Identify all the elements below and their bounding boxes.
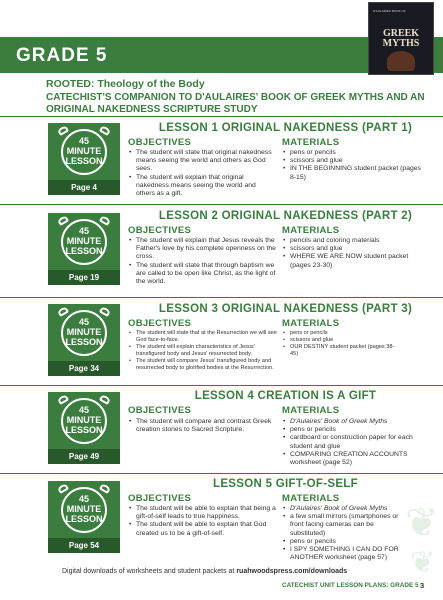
materials-heading: MATERIALS: [282, 318, 340, 329]
materials-list: [282, 505, 410, 562]
material-item: • scissors and glue: [282, 337, 402, 344]
lesson-title: LESSON 4 CREATION IS A GIFT: [194, 390, 377, 402]
objectives-heading: OBJECTIVES: [128, 318, 192, 329]
objective-item: • The student will state that original nakedness means seeing the world and others as God sees.: [128, 149, 276, 174]
material-item: • D'Aulaires' Book of Greek Myths: [282, 505, 410, 513]
materials-heading: MATERIALS: [282, 225, 340, 236]
downloads-link[interactable]: ruahwoodspress.com/downloads: [236, 568, 348, 575]
clock-bell-icon: [99, 394, 111, 405]
material-item: • WHERE WE ARE NOW student packet (pages 23-30): [282, 253, 422, 269]
objectives-list: [128, 418, 276, 434]
grade-title: GRADE 5: [16, 45, 108, 66]
material-item: • I SPY SOMETHING I CAN DO FOR ANOTHER worksheet (page 57): [282, 546, 410, 562]
leaf-decoration-icon: ❦: [410, 546, 436, 579]
objectives-heading: OBJECTIVES: [128, 405, 192, 416]
objectives-list: [128, 330, 278, 372]
objectives-list: [128, 237, 276, 286]
lesson-title: LESSON 5 GIFT-OF-SELF: [213, 478, 358, 490]
lesson-row: [0, 116, 443, 204]
divider: [0, 385, 443, 386]
time-badge: [48, 304, 120, 376]
material-item: • pens or pencils: [282, 538, 410, 546]
objectives-list: [128, 149, 276, 198]
downloads-note: [62, 568, 347, 575]
lesson-title: LESSON 3 ORIGINAL NAKEDNESS (PART 3): [158, 303, 413, 315]
materials-list: [282, 418, 422, 467]
page-reference: Page 4: [48, 180, 120, 195]
time-badge: [48, 481, 120, 553]
clock-bell-icon: [99, 306, 111, 317]
duration-text: 45 MINUTE LESSON: [65, 405, 103, 435]
objective-item: • The student will compare Jesus' transfigured body and resurrected body to glorified bodies at the Resurrection.: [128, 358, 278, 372]
material-item: • cardboard or construction paper for each student and glue: [282, 434, 422, 450]
objective-item: • The student will state that at the Resurrection we will see God face-to-face.: [128, 330, 278, 344]
divider: [0, 204, 443, 205]
book-title: GREEK MYTHS: [382, 28, 420, 49]
material-item: • pens or pencils: [282, 330, 402, 337]
objective-item: • The student will compare and contrast Greek creation stories to Sacred Scripture.: [128, 418, 276, 434]
page-reference: Page 54: [48, 538, 120, 553]
divider: [0, 116, 443, 117]
objective-item: • The student will be able to explain that being a gift-of-self leads to true happiness.: [128, 505, 276, 521]
material-item: • a few small mirrors (smartphones or front facing cameras can be substituted): [282, 513, 410, 538]
materials-heading: MATERIALS: [282, 405, 340, 416]
lesson-title: LESSON 1 ORIGINAL NAKEDNESS (PART 1): [158, 122, 413, 134]
duration-text: 45 MINUTE LESSON: [65, 136, 103, 166]
lesson-row: [0, 297, 443, 385]
objective-item: • The student will explain characteristics of Jesus' transfigured body and Jesus' resurrected body.: [128, 344, 278, 358]
time-badge: [48, 392, 120, 464]
lesson-title: LESSON 2 ORIGINAL NAKEDNESS (PART 2): [158, 210, 413, 222]
page-reference: Page 49: [48, 449, 120, 464]
page-reference: Page 19: [48, 270, 120, 285]
divider: [0, 473, 443, 474]
material-item: • scissors and glue: [282, 245, 422, 253]
objectives-heading: OBJECTIVES: [128, 225, 192, 236]
book-cover-image: [368, 2, 434, 75]
lesson-row: [0, 473, 443, 565]
material-item: • D'Aulaires' Book of Greek Myths: [282, 418, 422, 426]
material-item: • pens or pencils: [282, 426, 422, 434]
materials-heading: MATERIALS: [282, 493, 340, 504]
material-item: • COMPARING CREATION ACCOUNTS worksheet (page 52): [282, 451, 422, 467]
clock-bell-icon: [99, 215, 111, 226]
duration-text: 45 MINUTE LESSON: [65, 494, 103, 524]
objective-item: • The student will be able to explain that God created us to be a gift-of-self.: [128, 521, 276, 537]
lesson-row: [0, 204, 443, 297]
objectives-heading: OBJECTIVES: [128, 137, 192, 148]
objective-item: • The student will explain that Jesus reveals the Father's love by his complete openness on the cross.: [128, 237, 276, 262]
downloads-text: Digital downloads of worksheets and student packets at: [62, 568, 237, 575]
clock-bell-icon: [99, 483, 111, 494]
page-reference: Page 34: [48, 361, 120, 376]
objective-item: • The student will state that through baptism we are called to be open like Christ, as the light of the world.: [128, 262, 276, 287]
leaf-decoration-icon: ❦: [405, 501, 439, 545]
companion-title: CATECHIST'S COMPANION TO D'AULAIRES' BOOK OF GREEK MYTHS AND AN ORIGINAL NAKEDNESS SCRIPTURE STUDY: [46, 92, 425, 115]
clock-bell-icon: [99, 125, 111, 136]
materials-list: [282, 330, 402, 358]
materials-heading: MATERIALS: [282, 137, 340, 148]
time-badge: [48, 123, 120, 195]
divider: [0, 297, 443, 298]
page-number: 3: [420, 581, 425, 590]
objective-item: • The student will explain that original nakedness means seeing the world and others as a gift.: [128, 174, 276, 199]
book-byline: D'AULAIRES' BOOK OF: [373, 9, 406, 13]
objectives-list: [128, 505, 276, 538]
objectives-heading: OBJECTIVES: [128, 493, 192, 504]
material-item: • pencils and coloring materials: [282, 237, 422, 245]
running-title: CATECHIST UNIT LESSON PLANS: GRADE 5: [282, 582, 419, 589]
lesson-row: [0, 385, 443, 473]
material-item: • scissors and glue: [282, 157, 422, 165]
materials-list: [282, 149, 422, 182]
duration-text: 45 MINUTE LESSON: [65, 317, 103, 347]
series-title: ROOTED: Theology of the Body: [46, 78, 205, 90]
duration-text: 45 MINUTE LESSON: [65, 226, 103, 256]
time-badge: [48, 213, 120, 285]
book-illustration: [387, 51, 415, 71]
materials-list: [282, 237, 422, 270]
material-item: • pens or pencils: [282, 149, 422, 157]
material-item: • OUR DESTINY student packet (pages 38-45): [282, 344, 402, 358]
material-item: • IN THE BEGINNING student packet (pages 8-15): [282, 165, 422, 181]
